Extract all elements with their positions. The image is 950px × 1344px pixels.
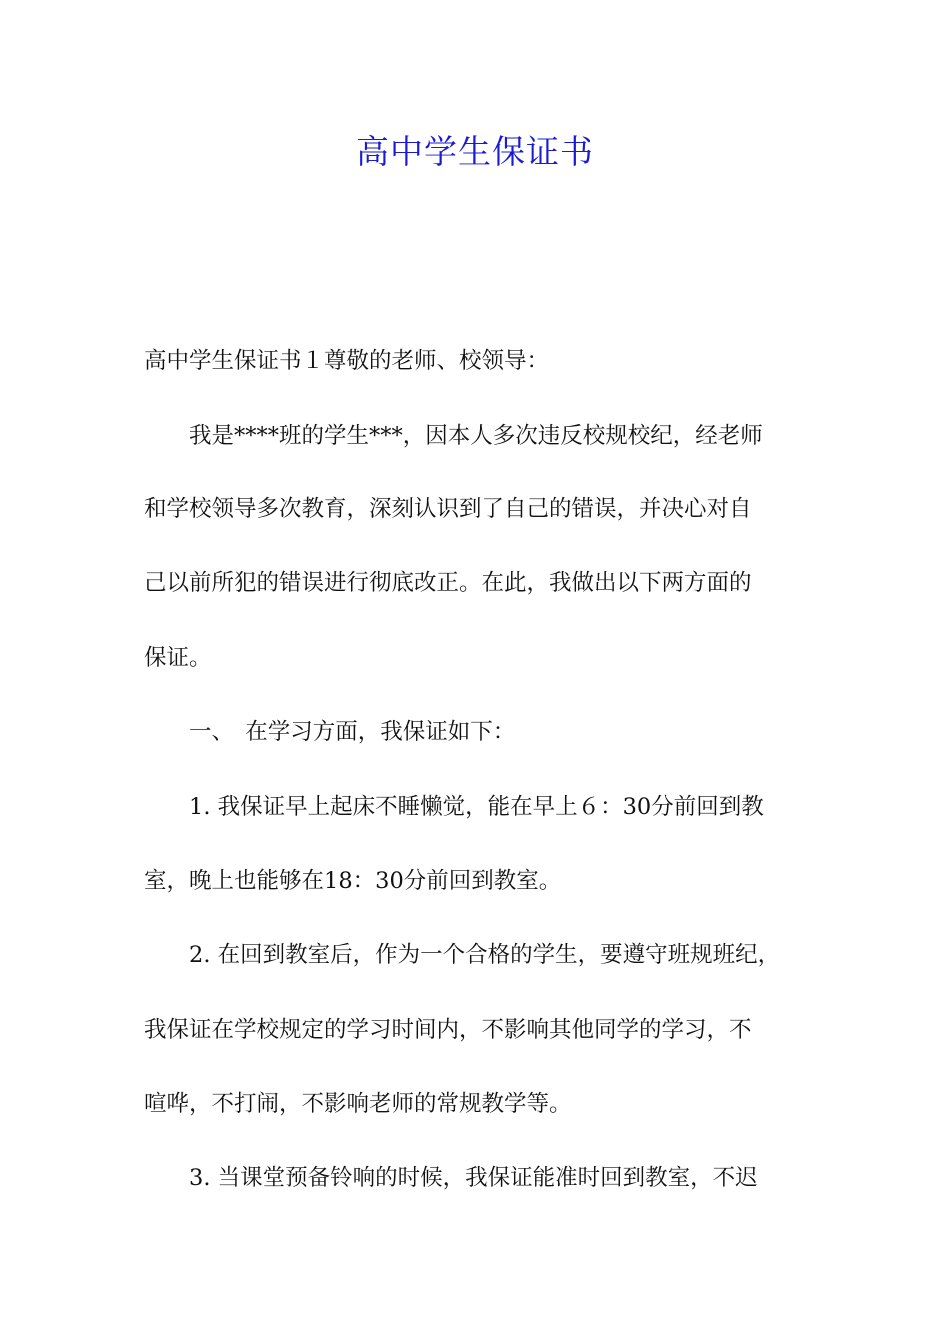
document-title: 高中学生保证书 [356,132,594,171]
body-line: 保证。 [144,645,212,671]
body-line: 我保证在学校规定的学习时间内，不影响其他同学的学习，不 [144,1017,752,1043]
body-line: 和学校领导多次教育，深刻认识到了自己的错误，并决心对自 [144,496,752,522]
body-line: 己以前所犯的错误进行彻底改正。在此，我做出以下两方面的 [144,570,752,596]
body-line: 室，晚上也能够在18：30分前回到教室。 [144,868,562,894]
body-line: 1. 我保证早上起床不睡懒觉，能在早上６：30分前回到教 [144,794,764,820]
section-heading: 一、 在学习方面，我保证如下： [144,719,516,745]
body-line: 我是****班的学生***，因本人多次违反校规校纪，经老师 [144,423,763,449]
body-line: 喧哗，不打闹，不影响老师的常规教学等。 [144,1091,572,1117]
body-line: 高中学生保证书１尊敬的老师、校领导： [144,348,550,374]
body-line: 2. 在回到教室后，作为一个合格的学生，要遵守班规班纪， [144,942,781,968]
body-line: 3. 当课堂预备铃响的时候，我保证能准时回到教室，不迟 [144,1165,758,1191]
